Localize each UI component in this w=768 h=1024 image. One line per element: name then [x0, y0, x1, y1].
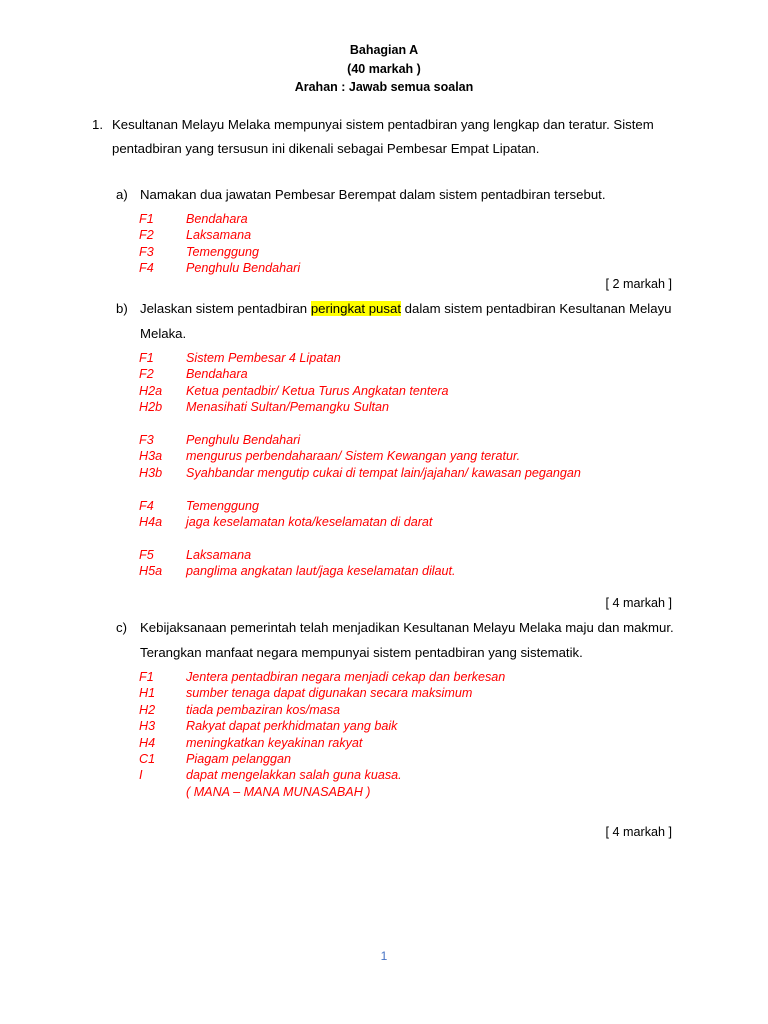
answer-code: F1	[139, 212, 154, 226]
answer-code: F1	[139, 351, 154, 365]
answer-row	[139, 685, 679, 701]
answer-text: Bendahara	[186, 367, 248, 382]
answer-row	[139, 767, 679, 783]
answer-note: ( MANA – MANA MUNASABAH )	[186, 784, 371, 799]
answer-text: Piagam pelanggan	[186, 751, 292, 766]
answer-code: H2	[139, 702, 156, 717]
answer-code: H3	[139, 719, 156, 734]
answer-code: H3a	[139, 449, 163, 464]
highlighted-text: peringkat pusat	[310, 301, 401, 316]
question-text: Kesultanan Melayu Melaka mempunyai sistem pentadbiran yang lengkap dan teratur. Sistem pentadbiran yang tersusun ini dikenali sebagai Pembesar Empat Lipatan.	[112, 117, 654, 156]
answer-code: F3	[139, 244, 154, 259]
answer-row	[139, 718, 679, 734]
answer-row	[139, 498, 679, 514]
answer-row	[139, 227, 679, 243]
answer-row	[139, 399, 679, 415]
answer-code: F4	[139, 261, 154, 276]
answer-code: F1	[139, 670, 154, 684]
part-b-answers	[139, 350, 679, 579]
part-c-letter: c)	[116, 620, 127, 635]
part-c-answers	[139, 669, 679, 800]
answer-code: C1	[139, 751, 156, 766]
spacer	[139, 530, 679, 546]
spacer	[139, 481, 679, 497]
part-c-text: Kebijaksanaan pemerintah telah menjadikan Kesultanan Melayu Melaka maju dan makmur. Terangkan manfaat negara mempunyai sistem pentadbiran yang sistematik.	[140, 620, 674, 660]
part-a-text: Namakan dua jawatan Pembesar Berempat dalam sistem pentadbiran tersebut.	[140, 187, 606, 202]
answer-text: Temenggung	[186, 498, 260, 513]
answer-code: F5	[139, 547, 154, 562]
answer-code: H2b	[139, 400, 163, 415]
answer-text: meningkatkan keyakinan rakyat	[186, 735, 363, 750]
answer-row	[139, 669, 679, 685]
answer-text: Rakyat dapat perkhidmatan yang baik	[186, 719, 398, 734]
answer-text: tiada pembaziran kos/masa	[186, 702, 341, 717]
answer-row	[139, 448, 679, 464]
answer-text: Bendahara	[186, 212, 248, 226]
answer-code: H5a	[139, 564, 163, 579]
answer-text: sumber tenaga dapat digunakan secara maksimum	[186, 686, 473, 701]
answer-code: H3b	[139, 465, 163, 480]
answer-row	[139, 366, 679, 382]
part-a-marks: [ 2 markah ]	[605, 277, 672, 291]
instruction: Arahan : Jawab semua soalan	[294, 80, 474, 94]
answer-code: F2	[139, 367, 154, 382]
answer-row	[139, 260, 679, 276]
answer-row	[139, 432, 679, 448]
part-b-text	[140, 297, 680, 346]
part-b-letter: b)	[116, 301, 128, 316]
answer-note-row	[139, 784, 679, 800]
answer-text: mengurus perbendaharaan/ Sistem Kewangan yang teratur.	[186, 449, 521, 464]
part-a-answers	[139, 211, 679, 277]
answer-row	[139, 702, 679, 718]
answer-row	[139, 244, 679, 260]
answer-text: Sistem Pembesar 4 Lipatan	[186, 351, 341, 365]
answer-text: Laksamana	[186, 228, 252, 243]
section-header	[0, 41, 768, 97]
spacer	[139, 416, 679, 432]
answer-row	[139, 383, 679, 399]
part-c-marks: [ 4 markah ]	[605, 825, 672, 839]
answer-text: jaga keselamatan kota/keselamatan di darat	[186, 514, 433, 529]
answer-text: Jentera pentadbiran negara menjadi cekap dan berkesan	[186, 670, 506, 684]
answer-text: Laksamana	[186, 547, 252, 562]
answer-text: Ketua pentadbir/ Ketua Turus Angkatan tentera	[186, 383, 449, 398]
answer-row	[139, 563, 679, 579]
answer-row	[139, 211, 679, 227]
part-a-letter: a)	[116, 187, 128, 202]
page-number: 1	[380, 949, 388, 963]
answer-text: Penghulu Bendahari	[186, 432, 301, 447]
answer-code: F3	[139, 432, 154, 447]
answer-row	[139, 465, 679, 481]
answer-code: H4	[139, 735, 156, 750]
answer-code: H1	[139, 686, 156, 701]
answer-text: Menasihati Sultan/Pemangku Sultan	[186, 400, 390, 415]
section-title: Bahagian A	[349, 43, 419, 57]
total-marks: (40 markah )	[347, 61, 421, 76]
answer-code: H4a	[139, 514, 163, 529]
answer-row	[139, 547, 679, 563]
answer-code: F2	[139, 228, 154, 243]
answer-text: dapat mengelakkan salah guna kuasa.	[186, 768, 402, 783]
answer-row	[139, 514, 679, 530]
answer-code: F4	[139, 498, 154, 513]
answer-text: Temenggung	[186, 244, 260, 259]
question-number: 1.	[92, 117, 103, 132]
answer-text: Syahbandar mengutip cukai di tempat lain/jajahan/ kawasan pegangan	[186, 465, 581, 480]
part-b-marks: [ 4 markah ]	[605, 596, 672, 610]
answer-text: panglima angkatan laut/jaga keselamatan dilaut.	[186, 564, 456, 579]
answer-row	[139, 735, 679, 751]
answer-text: Penghulu Bendahari	[186, 261, 301, 276]
part-b-text-before: Jelaskan sistem pentadbiran	[140, 301, 311, 316]
part-b-text-after: dalam sistem pentadbiran Kesultanan Melayu Melaka.	[140, 301, 672, 341]
answer-code: I	[139, 768, 143, 783]
answer-code: H2a	[139, 383, 163, 398]
answer-row	[139, 350, 679, 366]
answer-row	[139, 751, 679, 767]
